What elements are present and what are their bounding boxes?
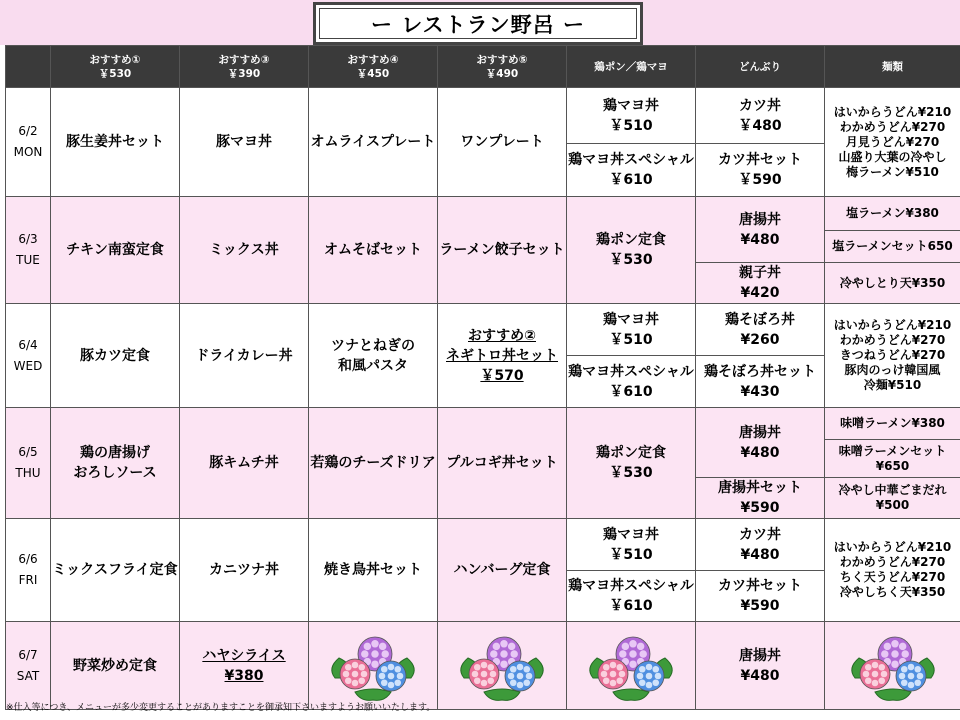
weekday-label: TUE — [16, 253, 40, 267]
menu-cell: 親子丼 ¥420 — [696, 263, 825, 304]
menu-cell: 鶏マヨ丼 ￥510 — [567, 304, 696, 356]
noodle-cell: 味噌ラーメンセット ¥650 — [825, 440, 960, 478]
menu-cell: 鶏マヨ丼スペシャル ￥610 — [567, 144, 696, 197]
date-label: 6/2 — [18, 124, 38, 138]
header-price: ￥530 — [98, 67, 132, 80]
menu-cell: ドライカレー丼 — [180, 304, 309, 408]
menu-cell: ハンバーグ定食 — [438, 519, 567, 622]
menu-cell: 焼き鳥丼セット — [309, 519, 438, 622]
menu-cell: 鶏マヨ丼スペシャル ￥610 — [567, 356, 696, 408]
header-cell — [180, 46, 309, 88]
header-name: おすすめ③ — [218, 53, 270, 66]
header-cell — [825, 46, 960, 88]
header-cell — [567, 46, 696, 88]
menu-cell: カツ丼セット ￥590 — [696, 144, 825, 197]
date-cell — [6, 197, 51, 304]
menu-cell: カツ丼 ¥480 — [696, 519, 825, 571]
hydrangea-icon — [325, 630, 421, 702]
weekday-label: WED — [13, 358, 43, 373]
decoration-cell — [438, 622, 567, 710]
date-label: 6/7 — [18, 647, 38, 662]
header-cell — [438, 46, 567, 88]
header-price: ￥490 — [485, 67, 519, 80]
noodle-cell: 冷やしとり天¥350 — [825, 263, 960, 304]
menu-cell: ワンプレート — [438, 88, 567, 197]
menu-cell: おすすめ② ネギトロ丼セット ￥570 — [438, 304, 567, 408]
table-row — [6, 622, 960, 710]
decoration-cell — [309, 622, 438, 710]
header-name: おすすめ⑤ — [476, 53, 528, 66]
weekday-label: THU — [15, 466, 41, 480]
menu-cell: プルコギ丼セット — [438, 408, 567, 519]
table-row — [6, 304, 960, 356]
menu-cell: 野菜炒め定食 — [51, 622, 180, 710]
header-name: おすすめ④ — [347, 53, 399, 66]
menu-cell: カツ丼 ￥480 — [696, 88, 825, 144]
header-cell — [696, 46, 825, 88]
date-label: 6/6 — [18, 552, 38, 566]
hydrangea-icon — [845, 630, 941, 702]
noodle-cell: はいからうどん¥210 わかめうどん¥270 ちく天うどん¥270 冷やしちく天¥350 — [825, 519, 960, 622]
menu-cell: 鶏マヨ丼 ￥510 — [567, 88, 696, 144]
header-cell — [309, 46, 438, 88]
noodle-cell: 塩ラーメン¥380 — [825, 197, 960, 231]
header-cell — [51, 46, 180, 88]
menu-cell: 唐揚丼セット ¥590 — [696, 478, 825, 519]
menu-cell: 鶏の唐揚げ おろしソース — [51, 408, 180, 519]
weekly-menu-table — [5, 45, 960, 710]
header-price: ￥390 — [227, 67, 261, 80]
date-cell — [6, 304, 51, 408]
header-name: どんぶり — [739, 60, 781, 73]
title-frame — [313, 2, 643, 45]
header-price: ￥450 — [356, 67, 390, 80]
menu-cell: カニツナ丼 — [180, 519, 309, 622]
menu-cell: 唐揚丼 ¥480 — [696, 408, 825, 478]
weekday-label: MON — [13, 145, 43, 159]
menu-cell: 鶏ポン定食 ￥530 — [567, 197, 696, 304]
table-row — [6, 88, 960, 144]
menu-cell: カツ丼セット ¥590 — [696, 571, 825, 622]
date-label: 6/4 — [18, 337, 38, 352]
header-row — [6, 46, 960, 88]
menu-cell: ハヤシライス ¥380 — [180, 622, 309, 710]
menu-cell: チキン南蛮定食 — [51, 197, 180, 304]
menu-cell: 鶏ポン定食 ￥530 — [567, 408, 696, 519]
menu-cell: 鶏マヨ丼スペシャル ￥610 — [567, 571, 696, 622]
menu-cell: 唐揚丼 ¥480 — [696, 197, 825, 263]
hydrangea-icon — [454, 630, 550, 702]
menu-cell: 鶏マヨ丼 ￥510 — [567, 519, 696, 571]
table-row — [6, 197, 960, 231]
noodle-cell: はいからうどん¥210 わかめうどん¥270 きつねうどん¥270 豚肉のっけ韓国風 冷麺¥510 — [825, 304, 960, 408]
footer-note: ※仕入等につき、メニューが多少変更することがありますことを御承知下さいますようお願いいたします。 — [6, 703, 436, 713]
noodle-cell: 味噌ラーメン¥380 — [825, 408, 960, 440]
decoration-cell — [825, 622, 960, 710]
menu-cell: 若鶏のチーズドリア — [309, 408, 438, 519]
header-name: 鶏ポン／鶏マヨ — [594, 60, 668, 73]
weekday-label: FRI — [18, 573, 38, 587]
corner-cell — [6, 46, 51, 88]
menu-cell: 豚カツ定食 — [51, 304, 180, 408]
weekday-label: SAT — [16, 668, 40, 683]
menu-cell: オムそばセット — [309, 197, 438, 304]
date-cell — [6, 408, 51, 519]
table-row — [6, 519, 960, 571]
noodle-cell: 塩ラーメンセット650 — [825, 231, 960, 263]
menu-cell: 唐揚丼 ¥480 — [696, 622, 825, 710]
decoration-cell — [567, 622, 696, 710]
menu-cell: 豚生姜丼セット — [51, 88, 180, 197]
menu-cell: 豚キムチ丼 — [180, 408, 309, 519]
date-label: 6/5 — [18, 445, 38, 459]
menu-cell: ラーメン餃子セット — [438, 197, 567, 304]
header-name: おすすめ① — [89, 53, 141, 66]
menu-cell: 鶏そぼろ丼 ¥260 — [696, 304, 825, 356]
date-cell — [6, 88, 51, 197]
menu-cell: ミックスフライ定食 — [51, 519, 180, 622]
menu-cell: 豚マヨ丼 — [180, 88, 309, 197]
date-cell — [6, 519, 51, 622]
hydrangea-icon — [583, 630, 679, 702]
header-name: 麺類 — [882, 60, 903, 73]
menu-cell: 鶏そぼろ丼セット ¥430 — [696, 356, 825, 408]
menu-cell: ミックス丼 — [180, 197, 309, 304]
noodle-cell: 冷やし中華ごまだれ ¥500 — [825, 478, 960, 519]
date-label: 6/3 — [18, 232, 38, 246]
date-cell — [6, 622, 51, 710]
noodle-cell: はいからうどん¥210 わかめうどん¥270 月見うどん¥270 山盛り大葉の冷やし 梅ラーメン¥510 — [825, 88, 960, 197]
table-row — [6, 408, 960, 440]
menu-cell: ツナとねぎの 和風パスタ — [309, 304, 438, 408]
page-title: ー レストラン野呂 ー — [371, 12, 585, 37]
menu-cell: オムライスプレート — [309, 88, 438, 197]
